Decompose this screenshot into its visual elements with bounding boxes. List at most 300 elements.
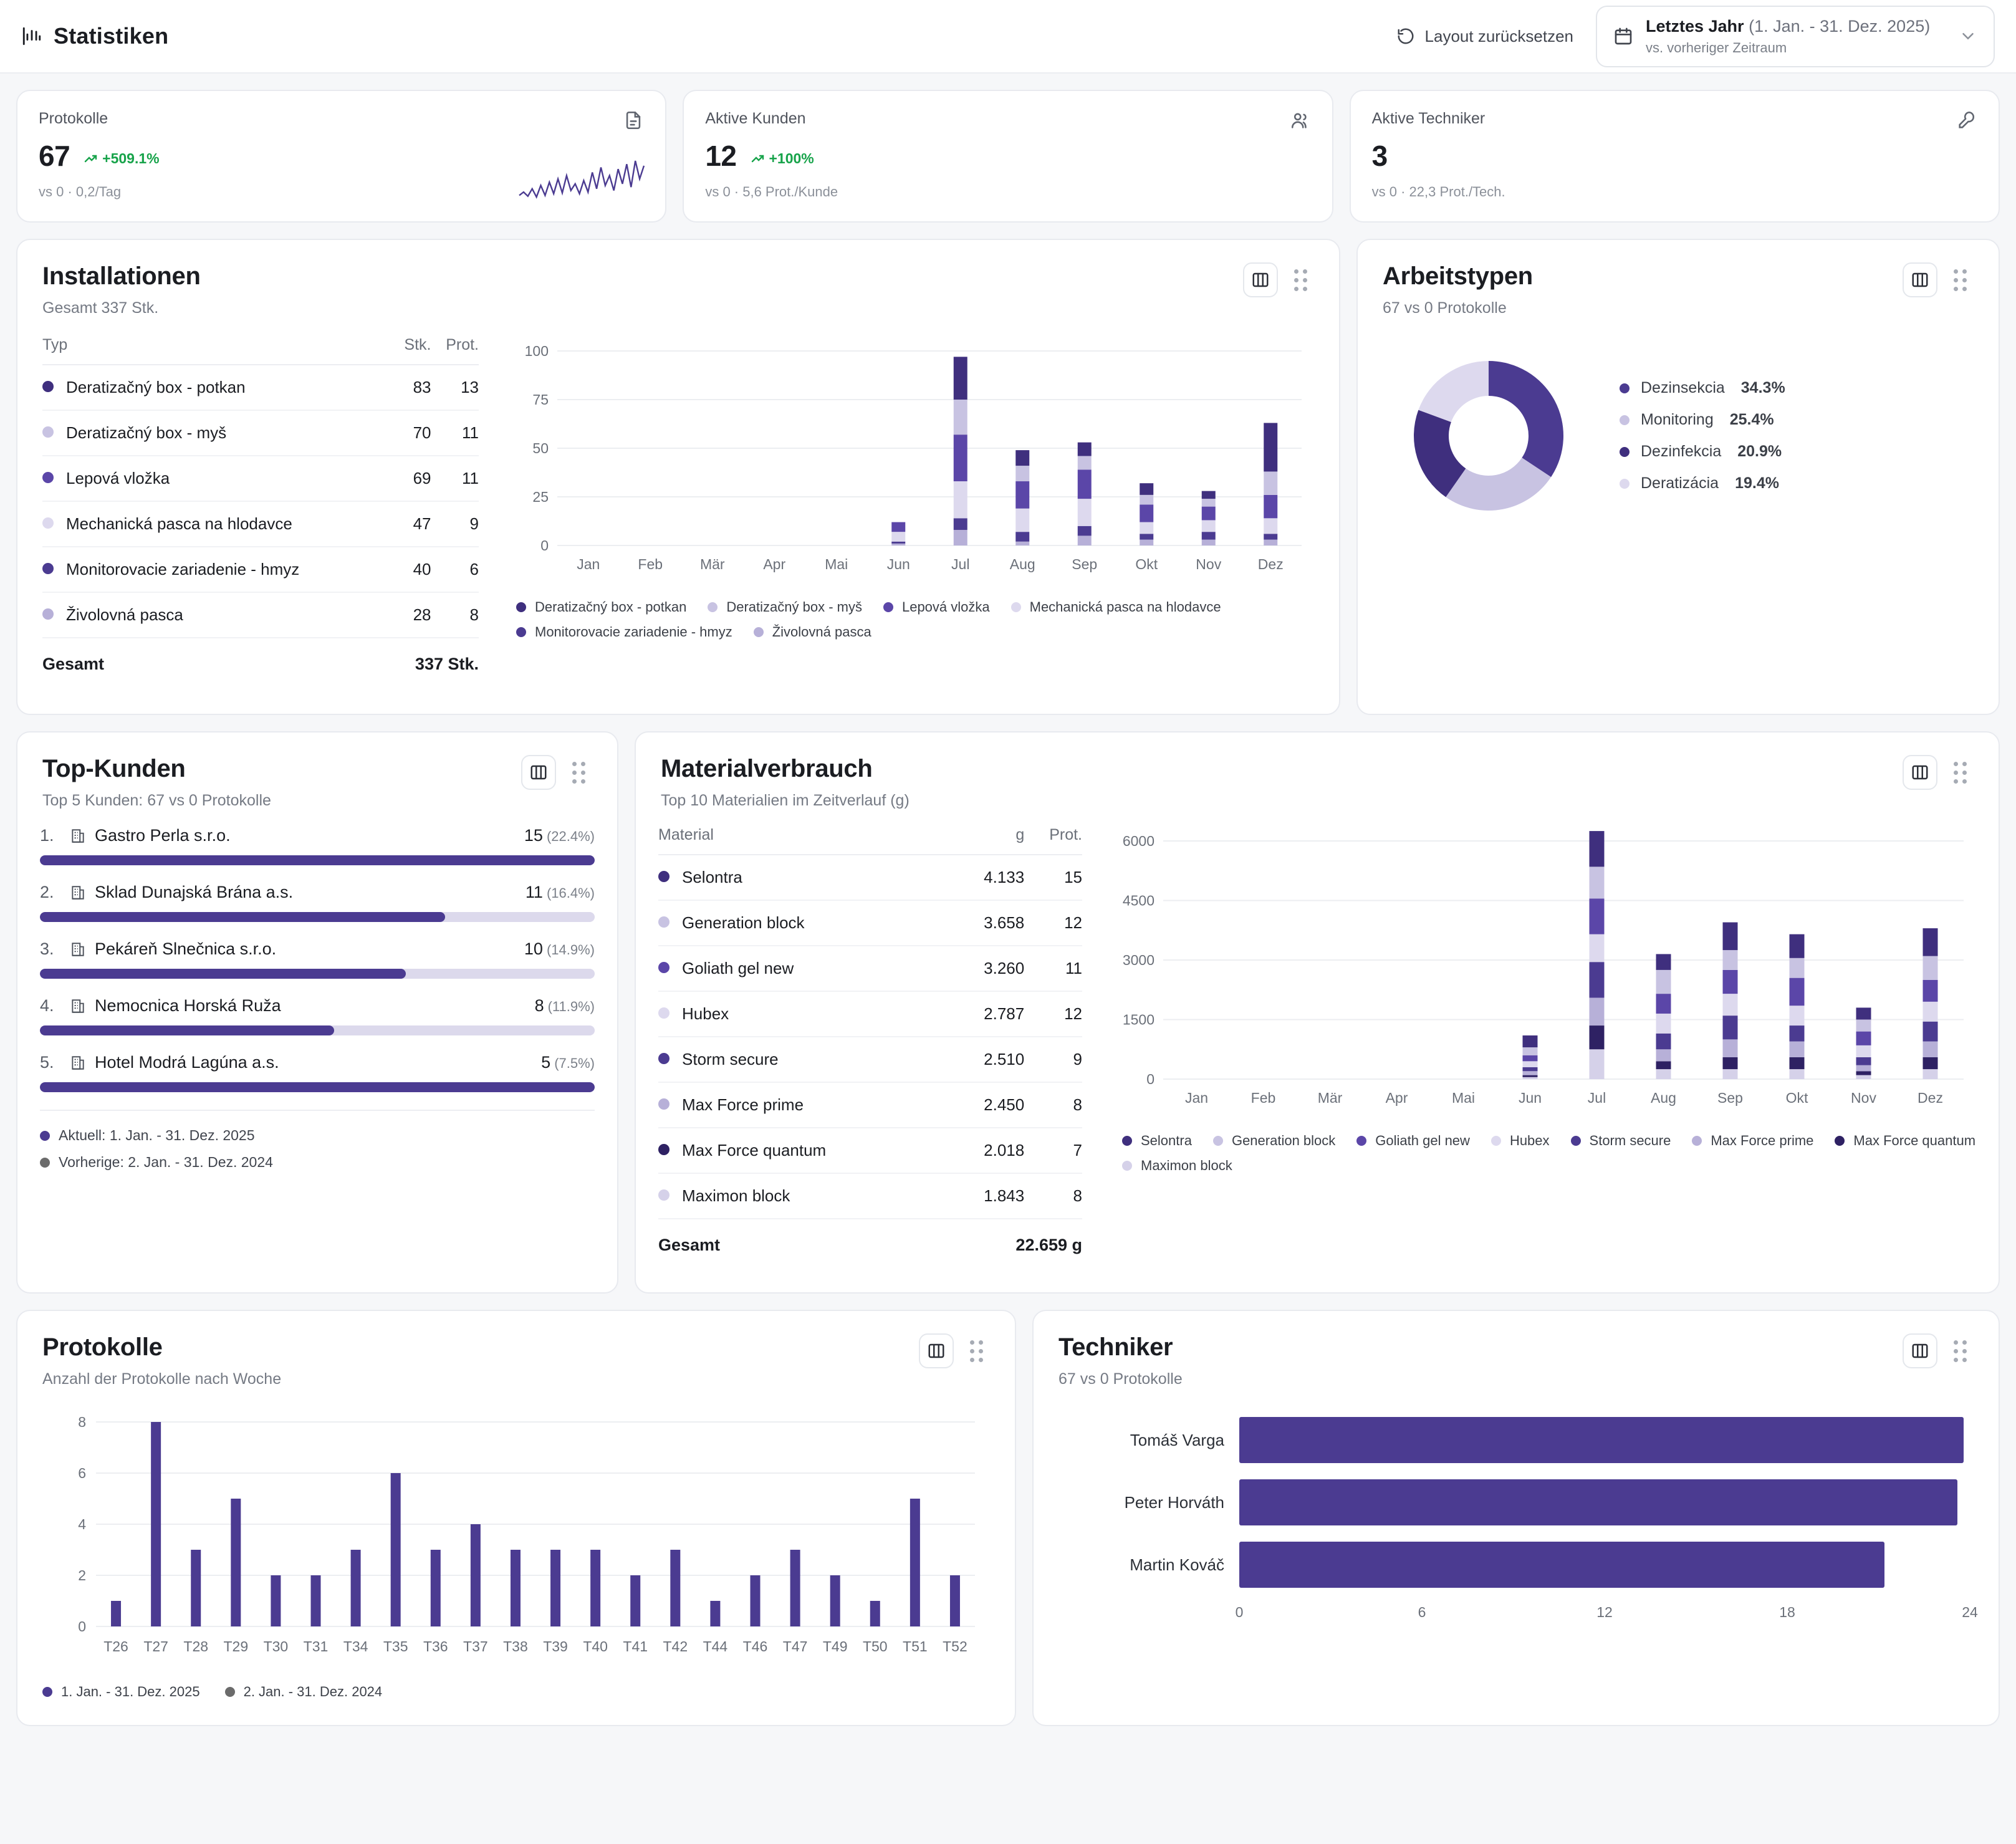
progress-fill: [40, 1082, 595, 1092]
building-icon: [70, 941, 86, 958]
legend-entry[interactable]: [1835, 1133, 1975, 1149]
kpi-row: [16, 90, 2000, 223]
svg-text:T36: T36: [423, 1638, 448, 1654]
row-prot: 12: [1024, 991, 1082, 1037]
col-prot: Prot.: [1024, 826, 1082, 855]
svg-text:0: 0: [540, 537, 549, 554]
trend-up-icon: [751, 151, 766, 166]
legend-entry[interactable]: [1122, 1133, 1192, 1149]
svg-text:Nov: Nov: [1196, 556, 1222, 572]
customer-name: Hotel Modrá Lagúna a.s.: [95, 1053, 279, 1072]
bar-fill: [1239, 1417, 1964, 1463]
protocols-legend: [42, 1684, 990, 1700]
drag-handle[interactable]: [1946, 755, 1974, 790]
kpi-card-aktive-kunden: [683, 90, 1333, 223]
row-prot: 11: [431, 456, 479, 501]
svg-text:Okt: Okt: [1785, 1090, 1808, 1106]
kpi-subtext: vs 0 · 0,2/Tag: [39, 184, 122, 199]
row-g: 3.260: [953, 946, 1024, 991]
row-prot: 15: [1024, 855, 1082, 900]
top-customer-item[interactable]: [40, 939, 595, 979]
total-label: Gesamt: [658, 1236, 721, 1254]
panel-title: Techniker: [1058, 1333, 1173, 1361]
legend-entry[interactable]: [1692, 1133, 1813, 1149]
building-icon: [70, 828, 86, 844]
top-customer-item[interactable]: [40, 883, 595, 922]
row-label: Mechanická pasca na hlodavce: [42, 501, 392, 547]
svg-text:3000: 3000: [1122, 952, 1154, 968]
bar-chart-icon: [21, 26, 42, 47]
kpi-label: Aktive Kunden: [705, 110, 806, 127]
svg-text:T50: T50: [862, 1638, 888, 1654]
panel-title: Protokolle: [42, 1333, 163, 1361]
color-dot-icon: [40, 1131, 50, 1141]
progress-track: [40, 969, 595, 979]
col-prot: Prot.: [431, 336, 479, 365]
color-dot-icon: [42, 608, 54, 620]
installations-table: [42, 336, 479, 686]
technician-row[interactable]: [1062, 1417, 1970, 1463]
worktypes-legend: [1620, 379, 1785, 492]
row-prot: 8: [1024, 1173, 1082, 1219]
svg-text:Okt: Okt: [1135, 556, 1158, 572]
materials-table-row[interactable]: [658, 1128, 1082, 1173]
svg-text:T49: T49: [822, 1638, 848, 1654]
row-g: 2.018: [953, 1128, 1024, 1173]
bar-fill: [1239, 1479, 1957, 1525]
columns-toggle-button[interactable]: [919, 1333, 954, 1368]
legend-entry[interactable]: [1011, 599, 1221, 615]
row-label: Hubex: [658, 991, 953, 1037]
legend-label: Dezinsekcia: [1641, 379, 1725, 396]
svg-text:Feb: Feb: [638, 556, 663, 572]
materials-table-row[interactable]: [658, 1082, 1082, 1128]
calendar-icon: [1613, 26, 1633, 46]
svg-text:T28: T28: [183, 1638, 209, 1654]
row-prot: 11: [1024, 946, 1082, 991]
rank-label: 2.: [40, 883, 54, 901]
technician-row[interactable]: [1062, 1542, 1970, 1588]
legend-label: Max Force quantum: [1853, 1133, 1976, 1148]
svg-text:Jul: Jul: [951, 556, 970, 572]
legend-entry[interactable]: [1571, 1133, 1671, 1149]
svg-text:Mai: Mai: [825, 556, 848, 572]
materials-legend: [1103, 1133, 1976, 1174]
legend-value: 34.3%: [1740, 379, 1785, 396]
legend-entry[interactable]: [516, 599, 686, 615]
svg-text:Apr: Apr: [763, 556, 786, 572]
svg-text:Aug: Aug: [1009, 556, 1035, 572]
legend-entry[interactable]: [1620, 379, 1785, 397]
kpi-sparkline: [519, 156, 644, 200]
axis-tick-label: 18: [1779, 1604, 1795, 1620]
materials-table-row[interactable]: [658, 900, 1082, 946]
col-stk: Stk.: [392, 336, 431, 365]
panel-title: Arbeitstypen: [1383, 262, 1533, 290]
reset-layout-label: Layout zurücksetzen: [1424, 26, 1573, 46]
worktypes-donut-chart: [1395, 342, 1582, 529]
protocols-bar-chart: [42, 1407, 990, 1669]
row-prot: 7: [1024, 1128, 1082, 1173]
installations-table-row[interactable]: [42, 501, 479, 547]
users-icon: [1290, 110, 1311, 131]
row-label: Lepová vložka: [42, 456, 392, 501]
panel-title: Top-Kunden: [42, 755, 186, 782]
date-range-compare: vs. vorheriger Zeitraum: [1646, 39, 1787, 55]
date-range-picker[interactable]: [1596, 6, 1995, 67]
svg-text:T51: T51: [903, 1638, 928, 1654]
svg-text:Dez: Dez: [1257, 556, 1284, 572]
materials-panel: [635, 731, 2000, 1294]
installations-panel: [16, 239, 1340, 715]
legend-entry[interactable]: [754, 624, 871, 640]
axis-tick-label: 24: [1962, 1604, 1978, 1620]
row-prot: 13: [431, 365, 479, 410]
legend-entry[interactable]: [1356, 1133, 1470, 1149]
drag-handle[interactable]: [1946, 262, 1974, 297]
row-label: Max Force quantum: [658, 1128, 953, 1173]
kpi-value: 3: [1371, 140, 1388, 172]
customer-name: Nemocnica Horská Ruža: [95, 996, 281, 1015]
rank-label: 5.: [40, 1053, 54, 1072]
svg-text:6: 6: [78, 1465, 86, 1481]
kpi-card-aktive-techniker: [1350, 90, 2000, 223]
color-dot-icon: [1620, 479, 1630, 489]
row-g: 3.658: [953, 900, 1024, 946]
col-material: Material: [658, 826, 953, 855]
svg-text:T44: T44: [703, 1638, 728, 1654]
svg-text:T31: T31: [303, 1638, 329, 1654]
row-stk: 47: [392, 501, 431, 547]
svg-text:T41: T41: [623, 1638, 648, 1654]
row-prot: 8: [431, 592, 479, 638]
legend-label: Monitorovacie zariadenie - hmyz: [535, 624, 732, 640]
customer-name: Gastro Perla s.r.o.: [95, 826, 231, 845]
color-dot-icon: [225, 1687, 235, 1697]
svg-text:Dez: Dez: [1918, 1090, 1943, 1106]
panel-title: Installationen: [42, 262, 201, 290]
panel-subtitle: 67 vs 0 Protokolle: [1383, 299, 1507, 317]
svg-text:4: 4: [78, 1516, 86, 1532]
customer-value: 8 (11.9%): [534, 996, 595, 1015]
legend-entry[interactable]: [1491, 1133, 1550, 1149]
row-stk: 70: [392, 410, 431, 456]
row-label: Goliath gel new: [658, 946, 953, 991]
legend-label: Max Force prime: [1711, 1133, 1814, 1148]
row-g: 2.787: [953, 991, 1024, 1037]
color-dot-icon: [1620, 447, 1630, 457]
columns-toggle-button[interactable]: [521, 755, 556, 790]
legend-label: Hubex: [1509, 1133, 1550, 1148]
color-dot-icon: [883, 602, 893, 612]
rank-label: 4.: [40, 996, 54, 1015]
svg-text:0: 0: [1146, 1071, 1154, 1087]
bar-track: [1239, 1417, 1970, 1463]
row-label: Deratizačný box - potkan: [42, 365, 392, 410]
color-dot-icon: [42, 563, 54, 574]
legend-label: Vorherige: 2. Jan. - 31. Dez. 2024: [59, 1154, 273, 1170]
chevron-down-icon[interactable]: [1959, 27, 1977, 46]
svg-text:Apr: Apr: [1385, 1090, 1408, 1106]
rank-label: 3.: [40, 939, 54, 958]
progress-fill: [40, 855, 595, 865]
worktypes-panel: [1356, 239, 2000, 715]
color-dot-icon: [1620, 415, 1630, 425]
svg-text:T46: T46: [742, 1638, 768, 1654]
svg-text:Mai: Mai: [1451, 1090, 1476, 1106]
bar-fill: [1239, 1542, 1884, 1588]
building-icon: [70, 998, 86, 1014]
document-icon: [623, 110, 644, 131]
legend-entry[interactable]: [883, 599, 990, 615]
progress-track: [40, 912, 595, 922]
row-stk: 83: [392, 365, 431, 410]
legend-entry[interactable]: [516, 624, 732, 640]
kpi-card-protokolle: [16, 90, 666, 223]
building-icon: [70, 885, 86, 901]
installations-table-row[interactable]: [42, 365, 479, 410]
drag-handle[interactable]: [962, 1333, 990, 1368]
legend-entry[interactable]: [40, 1154, 595, 1171]
kpi-label: Protokolle: [39, 110, 108, 127]
legend-value: 19.4%: [1735, 474, 1779, 492]
svg-text:Sep: Sep: [1072, 556, 1098, 572]
color-dot-icon: [1122, 1161, 1132, 1171]
color-dot-icon: [658, 1098, 670, 1110]
legend-label: Aktuell: 1. Jan. - 31. Dez. 2025: [59, 1127, 255, 1143]
col-g: g: [953, 826, 1024, 855]
materials-table-row[interactable]: [658, 1173, 1082, 1219]
kpi-subtext: vs 0 · 22,3 Prot./Tech.: [1371, 184, 1505, 199]
installations-table-row[interactable]: [42, 592, 479, 638]
row-prot: 6: [431, 547, 479, 592]
svg-text:Mär: Mär: [699, 556, 725, 572]
color-dot-icon: [42, 426, 54, 438]
row-prot: 12: [1024, 900, 1082, 946]
svg-text:T29: T29: [223, 1638, 249, 1654]
panel-subtitle: 67 vs 0 Protokolle: [1058, 1370, 1183, 1388]
color-dot-icon: [516, 627, 526, 637]
row-stk: 69: [392, 456, 431, 501]
customer-name: Sklad Dunajská Brána a.s.: [95, 883, 294, 901]
col-typ: Typ: [42, 336, 392, 365]
customer-value: 11 (16.4%): [525, 883, 595, 901]
legend-label: 1. Jan. - 31. Dez. 2025: [61, 1684, 200, 1699]
kpi-subtext: vs 0 · 5,6 Prot./Kunde: [705, 184, 838, 199]
color-dot-icon: [658, 1189, 670, 1201]
panel-subtitle: Anzahl der Protokolle nach Woche: [42, 1370, 282, 1388]
date-range-detail: (1. Jan. - 31. Dez. 2025): [1749, 16, 1931, 36]
panel-subtitle: Top 5 Kunden: 67 vs 0 Protokolle: [42, 792, 271, 809]
legend-entry[interactable]: [1620, 411, 1785, 429]
color-dot-icon: [708, 602, 718, 612]
color-dot-icon: [516, 602, 526, 612]
columns-toggle-button[interactable]: [1903, 1333, 1937, 1368]
svg-text:T39: T39: [543, 1638, 568, 1654]
drag-handle[interactable]: [565, 755, 592, 790]
page-title: Statistiken: [54, 23, 169, 49]
table-total-row: [658, 1219, 1082, 1267]
materials-table: [658, 826, 1082, 1267]
legend-label: Selontra: [1141, 1133, 1192, 1148]
trend-up-icon: [84, 151, 98, 166]
total-value: 337 Stk.: [415, 655, 479, 673]
total-label: Gesamt: [42, 655, 105, 673]
kpi-value: 67: [39, 140, 70, 172]
svg-text:100: 100: [524, 343, 549, 359]
row-g: 2.450: [953, 1082, 1024, 1128]
panel-subtitle: Gesamt 337 Stk.: [42, 299, 159, 317]
progress-fill: [40, 969, 406, 979]
legend-label: Deratizačný box - myš: [726, 599, 862, 615]
row-label: Selontra: [658, 855, 953, 900]
svg-text:8: 8: [78, 1414, 86, 1430]
top-customer-item[interactable]: [40, 826, 595, 865]
bar-track: [1239, 1542, 1970, 1588]
legend-entry[interactable]: [708, 599, 862, 615]
bar-track: [1239, 1479, 1970, 1525]
legend-label: Storm secure: [1589, 1133, 1671, 1148]
legend-label: Maximon block: [1141, 1158, 1232, 1173]
materials-table-row[interactable]: [658, 855, 1082, 900]
top-customers-panel: [16, 731, 618, 1294]
columns-toggle-button[interactable]: [1903, 755, 1937, 790]
top-customers-legend: [40, 1110, 595, 1171]
color-dot-icon: [1122, 1136, 1132, 1146]
materials-table-row[interactable]: [658, 1037, 1082, 1082]
row-label: Maximon block: [658, 1173, 953, 1219]
technician-name: Peter Horváth: [1124, 1492, 1224, 1512]
color-dot-icon: [658, 1007, 670, 1019]
progress-track: [40, 1082, 595, 1092]
axis-tick-label: 0: [1235, 1604, 1244, 1620]
technicians-panel: [1032, 1310, 2000, 1726]
technician-row[interactable]: [1062, 1479, 1970, 1525]
legend-entry[interactable]: [1620, 443, 1785, 461]
reset-layout-button[interactable]: [1388, 21, 1582, 52]
color-dot-icon: [40, 1158, 50, 1168]
svg-text:2: 2: [78, 1567, 86, 1583]
row-label: Živolovná pasca: [42, 592, 392, 638]
legend-entry[interactable]: [42, 1684, 200, 1700]
row-stk: 40: [392, 547, 431, 592]
row-g: 4.133: [953, 855, 1024, 900]
top-customer-item[interactable]: [40, 996, 595, 1035]
color-dot-icon: [1571, 1136, 1581, 1146]
legend-label: Goliath gel new: [1375, 1133, 1470, 1148]
installations-table-row[interactable]: [42, 410, 479, 456]
row-prot: 9: [431, 501, 479, 547]
columns-toggle-button[interactable]: [1903, 262, 1937, 297]
rank-label: 1.: [40, 826, 54, 845]
drag-handle[interactable]: [1287, 262, 1314, 297]
legend-value: 25.4%: [1729, 411, 1774, 428]
svg-text:Feb: Feb: [1250, 1090, 1276, 1106]
color-dot-icon: [1692, 1136, 1702, 1146]
panel-subtitle: Top 10 Materialien im Zeitverlauf (g): [661, 792, 910, 809]
svg-text:Nov: Nov: [1851, 1090, 1876, 1106]
legend-entry[interactable]: [1122, 1158, 1232, 1174]
svg-text:T42: T42: [663, 1638, 688, 1654]
drag-handle[interactable]: [1946, 1333, 1974, 1368]
legend-label: Živolovná pasca: [772, 624, 871, 640]
svg-text:T38: T38: [503, 1638, 528, 1654]
materials-table-row[interactable]: [658, 991, 1082, 1037]
color-dot-icon: [1356, 1136, 1366, 1146]
svg-text:Jun: Jun: [886, 556, 910, 572]
building-icon: [70, 1055, 86, 1071]
legend-entry[interactable]: [225, 1684, 383, 1700]
svg-text:T40: T40: [583, 1638, 608, 1654]
panel-title: Materialverbrauch: [661, 755, 873, 782]
customer-value: 15 (22.4%): [524, 826, 595, 845]
color-dot-icon: [658, 962, 670, 973]
svg-text:T35: T35: [383, 1638, 408, 1654]
svg-text:T37: T37: [463, 1638, 488, 1654]
color-dot-icon: [658, 1144, 670, 1155]
progress-fill: [40, 912, 445, 922]
color-dot-icon: [1835, 1136, 1845, 1146]
materials-stacked-bar-chart: [1103, 826, 1976, 1119]
color-dot-icon: [42, 1687, 52, 1697]
legend-entry[interactable]: [1213, 1133, 1335, 1149]
columns-toggle-button[interactable]: [1243, 262, 1278, 297]
technicians-x-axis: [1235, 1604, 1978, 1629]
legend-entry[interactable]: [1620, 474, 1785, 492]
legend-label: Deratizačný box - potkan: [535, 599, 687, 615]
row-label: Storm secure: [658, 1037, 953, 1082]
progress-fill: [40, 1025, 334, 1035]
color-dot-icon: [1491, 1136, 1501, 1146]
row-label: Deratizačný box - myš: [42, 410, 392, 456]
installations-table-row[interactable]: [42, 547, 479, 592]
row-label: Generation block: [658, 900, 953, 946]
installations-legend: [497, 599, 1314, 640]
installations-table-row[interactable]: [42, 456, 479, 501]
legend-entry[interactable]: [40, 1127, 595, 1144]
legend-value: 20.9%: [1737, 443, 1782, 460]
table-total-row: [42, 638, 479, 686]
svg-text:T27: T27: [143, 1638, 168, 1654]
row-stk: 28: [392, 592, 431, 638]
svg-text:T52: T52: [943, 1638, 967, 1654]
color-dot-icon: [42, 472, 54, 483]
row-prot: 9: [1024, 1037, 1082, 1082]
top-customer-item[interactable]: [40, 1053, 595, 1092]
color-dot-icon: [1213, 1136, 1223, 1146]
row-label: Max Force prime: [658, 1082, 953, 1128]
svg-text:Jan: Jan: [1184, 1090, 1209, 1106]
color-dot-icon: [42, 381, 54, 392]
axis-tick-label: 6: [1418, 1604, 1426, 1620]
row-prot: 8: [1024, 1082, 1082, 1128]
customer-name: Pekáreň Slnečnica s.r.o.: [95, 939, 277, 958]
total-value: 22.659 g: [1015, 1236, 1082, 1254]
svg-text:0: 0: [78, 1618, 86, 1635]
svg-text:T26: T26: [103, 1638, 128, 1654]
date-range-primary: Letztes Jahr: [1646, 16, 1744, 36]
legend-label: Mechanická pasca na hlodavce: [1029, 599, 1221, 615]
svg-text:75: 75: [532, 391, 549, 408]
customer-value: 5 (7.5%): [541, 1053, 595, 1072]
svg-text:4500: 4500: [1122, 892, 1154, 909]
color-dot-icon: [1011, 602, 1021, 612]
materials-table-row[interactable]: [658, 946, 1082, 991]
color-dot-icon: [1620, 383, 1630, 393]
row-prot: 11: [431, 410, 479, 456]
color-dot-icon: [658, 1053, 670, 1064]
svg-text:Sep: Sep: [1717, 1090, 1743, 1106]
